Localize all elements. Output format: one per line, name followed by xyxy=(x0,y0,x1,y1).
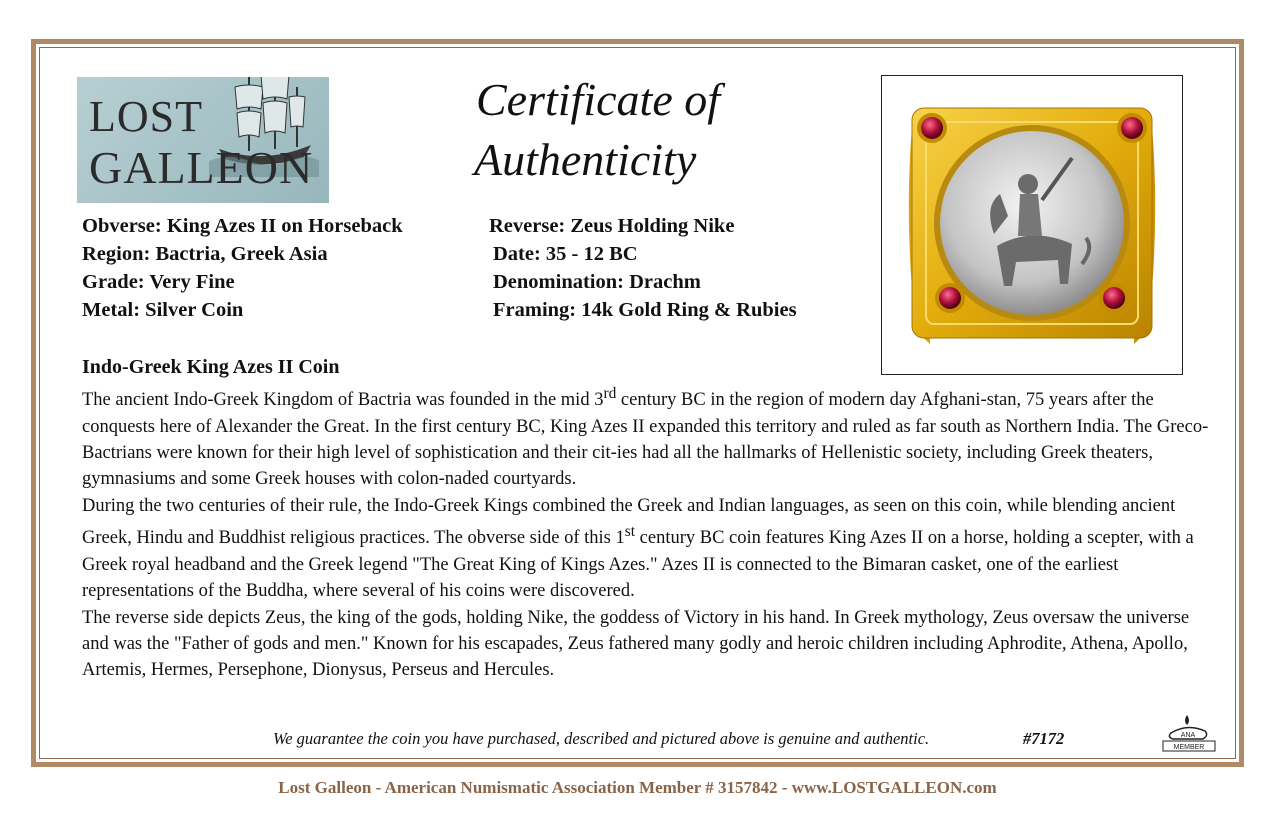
title-line-1: Certificate of xyxy=(476,74,721,125)
detail-obverse: Obverse: King Azes II on Horseback xyxy=(82,215,403,237)
gold-ring-coin-image xyxy=(882,76,1182,374)
detail-date: Date: 35 - 12 BC xyxy=(493,243,638,265)
detail-region: Region: Bactria, Greek Asia xyxy=(82,243,328,265)
description-paragraph-2 xyxy=(82,493,1215,605)
details-right xyxy=(489,212,873,324)
logo-text-lost: LOST xyxy=(89,92,203,141)
description-heading: Indo-Greek King Azes II Coin xyxy=(82,356,340,378)
ana-member-badge xyxy=(1157,711,1219,755)
detail-grade: Grade: Very Fine xyxy=(82,271,235,293)
detail-reverse: Reverse: Zeus Holding Nike xyxy=(489,215,735,237)
p1-text-b: century BC in the region of modern day Afghani-stan, 75 years after the conquests here of Alexander the Great. In the first century BC, King Azes II expanded this territory and ruled as far south as Northern India. The Greco-Bactrians were known for their high level of sophistication and their cit-ies had all the hallmarks of Hellenistic society, including Greek theaters, gymnasiums and some Greek houses with colon-naded courtyards. xyxy=(82,390,1209,490)
certificate-number: #7172 xyxy=(1023,729,1065,748)
description xyxy=(82,353,1215,684)
detail-denomination: Denomination: Drachm xyxy=(493,271,701,293)
ana-badge-bottom: MEMBER xyxy=(1173,744,1205,751)
footer: Lost Galleon - American Numismatic Association Member # 3157842 - www.LOSTGALLEON.com xyxy=(278,778,997,797)
coin-ring-photo xyxy=(881,75,1183,375)
description-paragraph-3: The reverse side depicts Zeus, the king of the gods, holding Nike, the goddess of Victory in his hand. In Greek mythology, Zeus oversaw the universe and was the "Father of gods and men." Known for his escapades, Zeus fathered many godly and heroic children including Aphrodite, Athena, Apollo, Artemis, Hermes, Persephone, Dionysus, Perseus and Hercules. xyxy=(82,607,1190,681)
p2-text-b: century BC coin features King Azes II on a horse, holding a scepter, with a Greek royal headband and the Greek legend "The Great King of Kings Azes." Azes II is connected to the Bimaran casket, one of the earliest representations of the Buddha, where several of his coins were discovered. xyxy=(82,528,1194,602)
lost-galleon-logo xyxy=(77,77,329,203)
certificate-title xyxy=(470,70,770,190)
details-left xyxy=(82,212,482,324)
p1-superscript: rd xyxy=(603,385,617,402)
p2-superscript: st xyxy=(624,523,636,541)
ana-badge-top: ANA xyxy=(1180,732,1196,739)
detail-framing: Framing: 14k Gold Ring & Rubies xyxy=(493,299,797,321)
p1-text-a: The ancient Indo-Greek Kingdom of Bactria was founded in the mid 3 xyxy=(82,390,604,411)
description-paragraph-1 xyxy=(82,381,1215,493)
logo-text-galleon: GALLEON xyxy=(89,142,314,193)
guarantee-statement: We guarantee the coin you have purchased, described and pictured above is genuine and authentic. xyxy=(273,729,930,748)
detail-metal: Metal: Silver Coin xyxy=(82,299,244,321)
p2-text-a: During the two centuries of their rule, the Indo-Greek Kings combined the Greek and Indian languages, as seen on this coin, while blending ancient Greek, Hindu and Buddhist religious practices. The obverse side of this 1 xyxy=(82,495,1176,549)
title-line-2: Authenticity xyxy=(474,134,697,185)
